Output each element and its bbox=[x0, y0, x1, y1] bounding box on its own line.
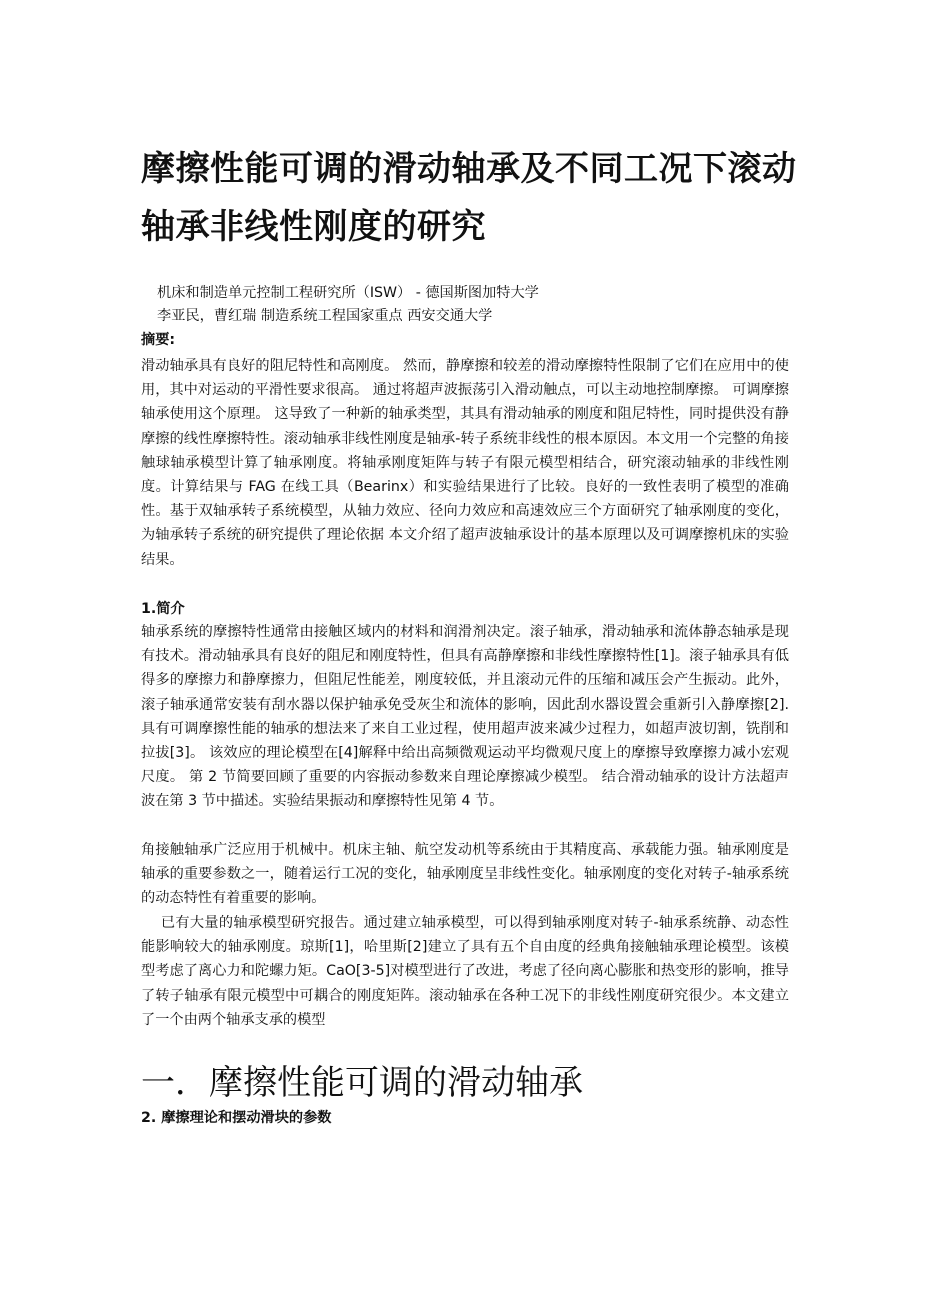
section-2-heading: 2. 摩擦理论和摆动滑块的参数 bbox=[141, 1110, 332, 1126]
introduction-paragraph-1: 轴承系统的摩擦特性通常由接触区域内的材料和润滑剂决定。滚子轴承，滑动轴承和流体静态轴承是现有技术。滑动轴承具有良好的阻尼和刚度特性，但具有高静摩擦和非线性摩擦特性[1]。滚子轴承具有低得多的摩擦力和静摩擦力，但阻尼性能差，刚度较低，并且滚动元件的压缩和减压会产生振动。此外，滚子轴承通常安装有刮水器以保护轴承免受灰尘和流体的影响，因此刮水器设置会重新引入静摩擦[2].具有可调摩擦性能的轴承的想法来了来自工业过程，使用超声波来减少过程力，如超声波切割，铣削和拉拔[3]。 该效应的理论模型在[4]解释中给出高频微观运动平均微观尺度上的摩擦导致摩擦力减小宏观尺度。 第 2 节简要回顾了重要的内容振动参数来自理论摩擦减少模型。 结合滑动轴承的设计方法超声波在第 3 节中描述。实验结果振动和摩擦特性见第 4 节。 bbox=[141, 624, 789, 810]
introduction-heading: 1.简介 bbox=[141, 601, 185, 617]
abstract-paragraph: 滑动轴承具有良好的阻尼特性和高刚度。 然而，静摩擦和较差的滑动摩擦特性限制了它们在应用中的使用，其中对运动的平滑性要求很高。 通过将超声波振荡引入滑动触点，可以主动地控制摩擦。 可调摩擦轴承使用这个原理。 这导致了一种新的轴承类型，其具有滑动轴承的刚度和阻尼特性，同时提供没有静摩擦的线性摩擦特性。滚动轴承非线性刚度是轴承-转子系统非线性的根本原因。本文用一个完整的角接触球轴承模型计算了轴承刚度。将轴承刚度矩阵与转子有限元模型相结合，研究滚动轴承的非线性刚度。计算结果与 FAG 在线工具（Bearinx）和实验结果进行了比较。良好的一致性表明了模型的准确性。基于双轴承转子系统模型，从轴力效应、径向力效应和高速效应三个方面研究了轴承刚度的变化，为轴承转子系统的研究提供了理论依据 本文介绍了超声波轴承设计的基本原理以及可调摩擦机床的实验结果。 bbox=[141, 358, 789, 568]
abstract-label: 摘要: bbox=[141, 332, 176, 348]
affiliation-line-1: 机床和制造单元控制工程研究所（ISW） - 德国斯图加特大学 bbox=[157, 285, 539, 301]
introduction-paragraph-3: 已有大量的轴承模型研究报告。通过建立轴承模型，可以得到轴承刚度对转子-轴承系统静、动态性能影响较大的轴承刚度。琼斯[1]，哈里斯[2]建立了具有五个自由度的经典角接触轴承理论模型。该模型考虑了离心力和陀螺力矩。CaO[3-5]对模型进行了改进，考虑了径向离心膨胀和热变形的影响，推导了转子轴承有限元模型中可耦合的刚度矩阵。滚动轴承在各种工况下的非线性刚度研究很少。本文建立了一个由两个轴承支承的模型 bbox=[141, 915, 789, 1028]
section-1-heading: 一．摩擦性能可调的滑动轴承 bbox=[141, 1063, 583, 1103]
document-title: 摩擦性能可调的滑动轴承及不同工况下滚动轴承非线性刚度的研究 bbox=[141, 149, 797, 247]
introduction-paragraph-2: 角接触轴承广泛应用于机械中。机床主轴、航空发动机等系统由于其精度高、承载能力强。轴承刚度是轴承的重要参数之一，随着运行工况的变化，轴承刚度呈非线性变化。轴承刚度的变化对转子-轴承系统的动态特性有着重要的影响。 bbox=[141, 842, 789, 907]
affiliation-line-2: 李亚民，曹红瑞 制造系统工程国家重点 西安交通大学 bbox=[157, 308, 493, 324]
